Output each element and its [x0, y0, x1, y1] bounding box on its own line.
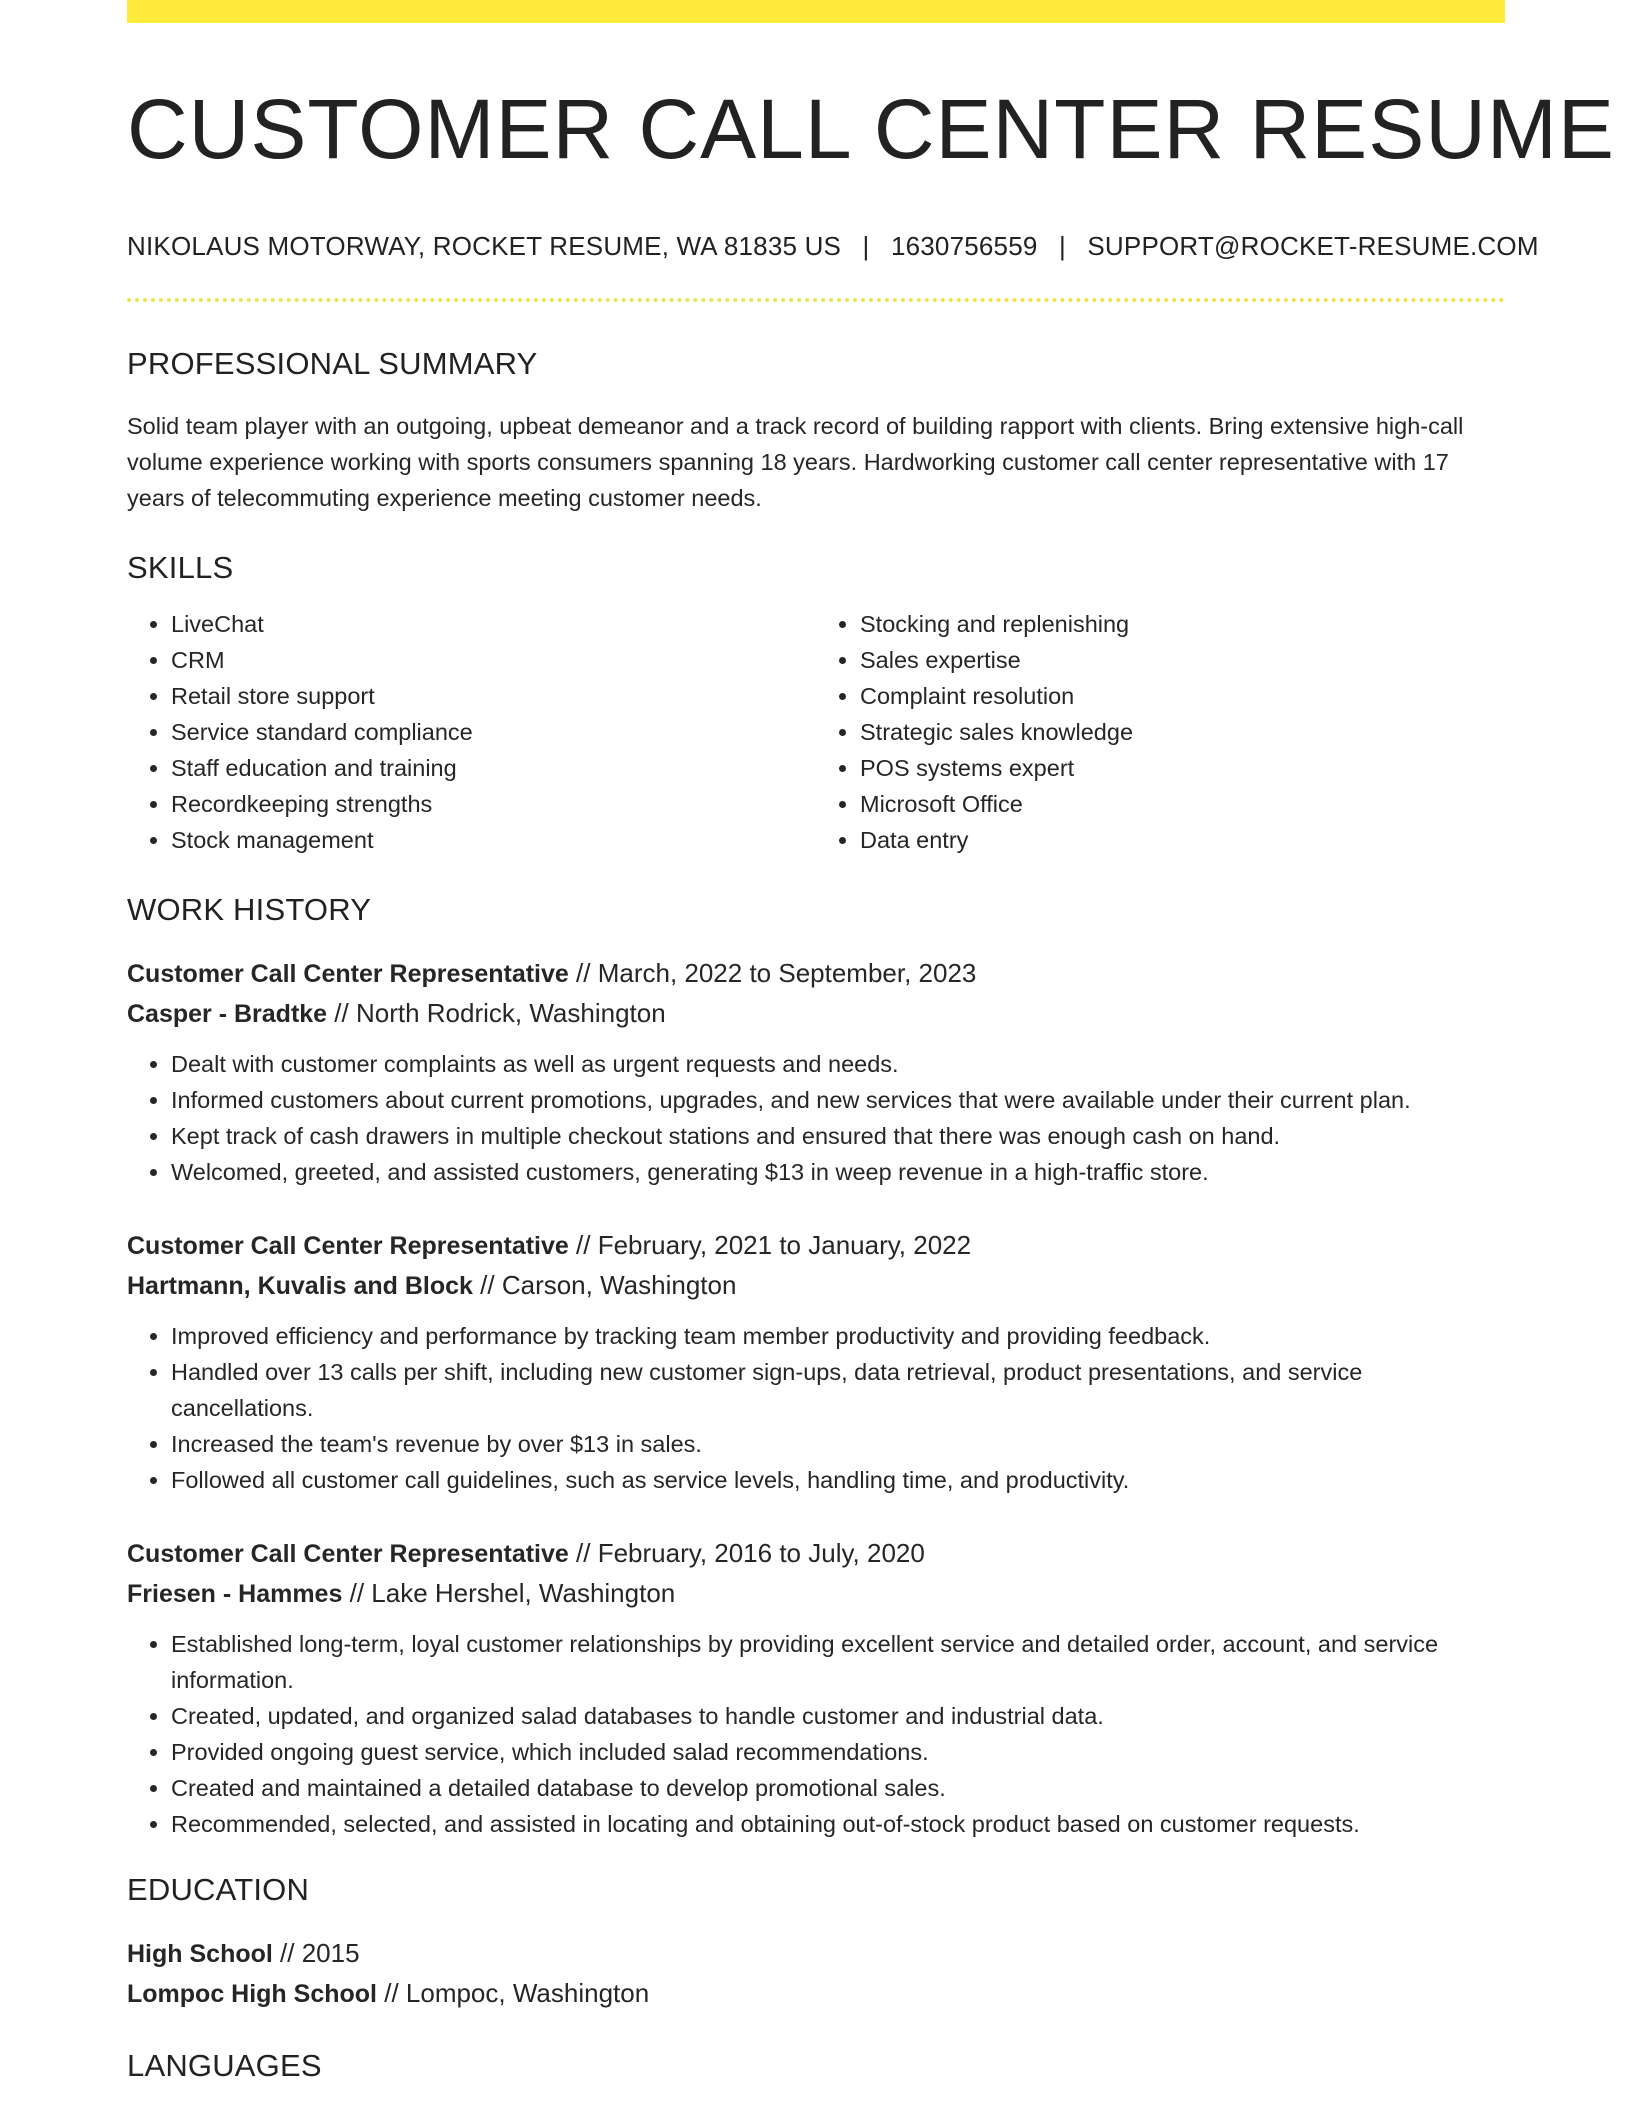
education-school-line	[127, 1974, 1505, 2014]
job-bullet: • Kept track of cash drawers in multiple checkout stations and ensured that there was enough cash on hand.	[171, 1118, 1505, 1154]
education-section	[127, 1872, 1505, 2014]
education-location: // Lompoc, Washington	[377, 1978, 650, 2009]
job-bullet: • Improved efficiency and performance by tracking team member productivity and providing feedback.	[171, 1318, 1505, 1354]
job-title: Customer Call Center Representative	[127, 1232, 569, 1261]
job-entry	[127, 1226, 1505, 1498]
job-title-line	[127, 1534, 1505, 1574]
job-title-line	[127, 1226, 1505, 1266]
job-dates: // February, 2016 to July, 2020	[568, 1538, 925, 1569]
top-accent-bar	[127, 0, 1505, 23]
contact-email: SUPPORT@ROCKET-RESUME.COM	[1087, 231, 1539, 262]
contact-separator: |	[1058, 231, 1066, 262]
job-bullet: • Welcomed, greeted, and assisted customers, generating $13 in weep revenue in a high-traffic store.	[171, 1154, 1505, 1190]
work-history-section	[127, 892, 1505, 1842]
skills-column-left	[127, 606, 816, 858]
education-entry	[127, 1934, 1505, 2014]
skill-item: • Strategic sales knowledge	[860, 714, 1505, 750]
summary-text: Solid team player with an outgoing, upbeat demeanor and a track record of building rapport with clients. Bring extensive high-call volume experience working with sports consumers spanning 18 years. Hardworking customer call center representative with 17 years of telecommuting experience meeting customer needs.	[127, 413, 1464, 512]
job-company-line	[127, 1266, 1505, 1306]
job-title: Customer Call Center Representative	[127, 960, 569, 989]
job-company: Friesen - Hammes	[127, 1580, 343, 1609]
skill-item: • Staff education and training	[171, 750, 816, 786]
page-title: CUSTOMER CALL CENTER RESUME	[127, 82, 1615, 176]
skill-item: • Recordkeeping strengths	[171, 786, 816, 822]
job-bullet: • Increased the team's revenue by over $13 in sales.	[171, 1426, 1505, 1462]
job-bullet: • Recommended, selected, and assisted in locating and obtaining out-of-stock product based on customer requests.	[171, 1806, 1505, 1842]
job-title: Customer Call Center Representative	[127, 1540, 569, 1569]
education-heading: EDUCATION	[127, 1872, 310, 1908]
job-bullet: • Followed all customer call guidelines, such as service levels, handling time, and productivity.	[171, 1462, 1505, 1498]
skill-item: • Service standard compliance	[171, 714, 816, 750]
skill-item: • Sales expertise	[860, 642, 1505, 678]
work-history-heading: WORK HISTORY	[127, 892, 372, 928]
skill-item: • Retail store support	[171, 678, 816, 714]
skill-item: • CRM	[171, 642, 816, 678]
skill-item: • Stocking and replenishing	[860, 606, 1505, 642]
job-bullets	[127, 1046, 1505, 1190]
education-degree-line	[127, 1934, 1505, 1974]
skill-item: • Complaint resolution	[860, 678, 1505, 714]
job-bullet: • Handled over 13 calls per shift, including new customer sign-ups, data retrieval, product presentations, and service cancellations.	[171, 1354, 1505, 1426]
contact-address: NIKOLAUS MOTORWAY, ROCKET RESUME, WA 81835 US	[127, 231, 842, 262]
skill-item: • Stock management	[171, 822, 816, 858]
contact-line	[127, 231, 1539, 262]
job-bullet: • Dealt with customer complaints as well as urgent requests and needs.	[171, 1046, 1505, 1082]
job-bullets	[127, 1626, 1505, 1842]
job-bullet: • Provided ongoing guest service, which included salad recommendations.	[171, 1734, 1505, 1770]
job-company: Casper - Bradtke	[127, 1000, 328, 1029]
job-bullets	[127, 1318, 1505, 1498]
skills-section	[127, 550, 1505, 858]
job-location: // Carson, Washington	[472, 1270, 737, 1301]
job-location: // North Rodrick, Washington	[327, 998, 666, 1029]
job-company: Hartmann, Kuvalis and Block	[127, 1272, 473, 1301]
job-entry	[127, 1534, 1505, 1842]
job-title-line	[127, 954, 1505, 994]
job-company-line	[127, 994, 1505, 1034]
job-location: // Lake Hershel, Washington	[342, 1578, 676, 1609]
job-bullet: • Informed customers about current promotions, upgrades, and new services that were available under their current plan.	[171, 1082, 1505, 1118]
summary-heading: PROFESSIONAL SUMMARY	[127, 346, 538, 382]
contact-phone: 1630756559	[890, 231, 1038, 262]
contact-separator: |	[862, 231, 870, 262]
job-bullet: • Created and maintained a detailed database to develop promotional sales.	[171, 1770, 1505, 1806]
education-year: // 2015	[272, 1938, 360, 1969]
skill-item: • LiveChat	[171, 606, 816, 642]
languages-heading: LANGUAGES	[127, 2048, 322, 2084]
job-company-line	[127, 1574, 1505, 1614]
job-bullet: • Created, updated, and organized salad databases to handle customer and industrial data.	[171, 1698, 1505, 1734]
header-divider	[127, 298, 1505, 302]
languages-section	[127, 2048, 1505, 2084]
job-entry	[127, 954, 1505, 1190]
job-bullet: • Established long-term, loyal customer relationships by providing excellent service and detailed order, account, and service information.	[171, 1626, 1505, 1698]
education-degree: High School	[127, 1940, 273, 1969]
skills-heading: SKILLS	[127, 550, 234, 586]
summary-section	[127, 346, 1505, 516]
skill-item: • POS systems expert	[860, 750, 1505, 786]
education-school: Lompoc High School	[127, 1980, 377, 2009]
skills-grid	[127, 606, 1505, 858]
job-dates: // March, 2022 to September, 2023	[568, 958, 977, 989]
skill-item: • Data entry	[860, 822, 1505, 858]
job-dates: // February, 2021 to January, 2022	[568, 1230, 972, 1261]
skills-column-right	[816, 606, 1505, 858]
skill-item: • Microsoft Office	[860, 786, 1505, 822]
